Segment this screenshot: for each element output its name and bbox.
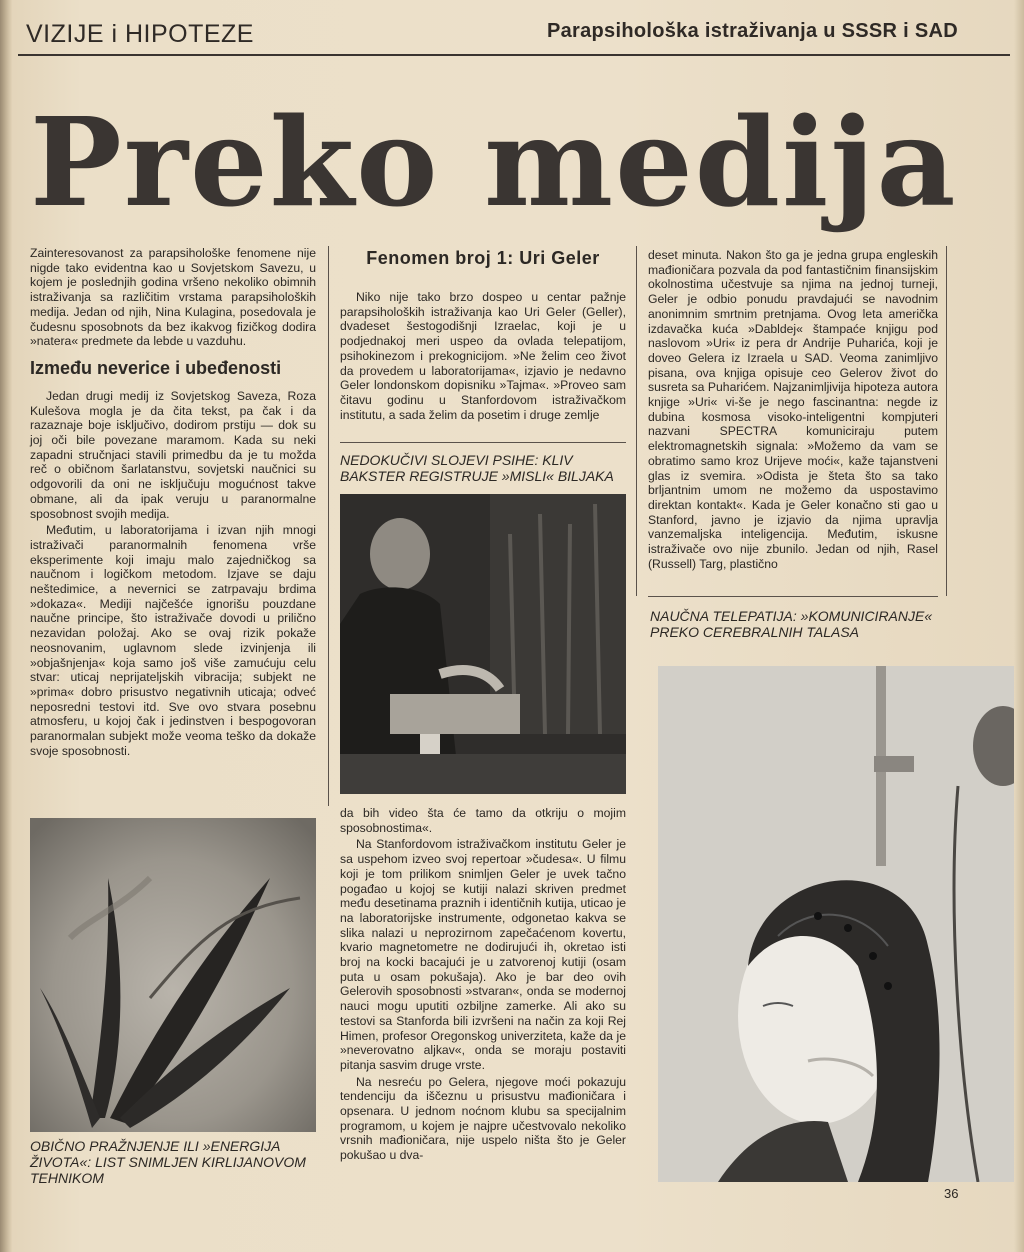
sidebar-rule xyxy=(340,442,626,443)
paragraph: Međutim, u laboratorijama i izvan njih mnogi istraživači paranormalnih fenomena vrše eksperimente koji imaju malo zajedničkog sa naučnom i logičkom metodom. Izjave se daju neštedimice, a nevernici se zatrpavaju brdima »dokaza«. Mediji najčešće ignorišu pouzdane naučne principe, što istraživače dovodi u prilično nezavidan položaj. Ako se ovaj rizik pokaže neosnovanim, uglavnom slede izvinjenja ili »objašnjenja« koja samo još više zamućuju celu stvar: uticaj neprijateljskih vibracija; subjekt ne »prima« dobro prisustvo negativnih uticaja; odveć neposredni testovi itd. Sve ovo stvara posebnu atmosferu, u kojoj čak i jedinstven i bespogovoran paranormalan subjekt može veoma teško da dokaže svoje sposobnosti. xyxy=(30,523,316,758)
page-edge xyxy=(1014,0,1024,1252)
intro-paragraph: Zainteresovanost za parapsihološke fenomene nije nigde tako evidentna kao u Sovjetskom Savezu, u kojem je poslednjih godina vršeno nekoliko obimnih istraživanja sa različitim vrstama parapsiholoških medija. Jedan od njih, Nina Kulagina, posedovala je čudesnu sposobnots da bez ikakvog fizičkog dodira »natera« predmete da lebde u vazduhu. xyxy=(30,246,316,349)
paragraph: Na Stanfordovom istraživačkom institutu Geler je sa uspehom izveo svoj repertoar »čudesa«. U filmu koji je tom prilikom snimljen Geler je uvek tačno pogađao u kojoj se kutiji nalazi skriven predmet među desetinama praznih i identičnih kutija, uticao je na laboratorijske instrumente, odgonetao kakva se slika nalazi u neprozirnom zapečaćenom kovertu, kvario magnetometre ne dodirujući ih, okretao isti broj na kocki bacajući je u zatvorenoj kutiji (osam puta u osam pokušaja). Ako je bar deo ovih Gelerovih sposobnosti »stvaran«, onda se modernoj nauci mogu uputiti ozbiljne zamerke. Ali ako su testovi sa Stanforda bili izvršeni na način za koji Rej Himen, profesor Oregonskog univerziteta, kaže da je »neverovatno aljkav«, onda se moraju postaviti pitanja sasvim druge vrste. xyxy=(340,837,626,1072)
section-label: VIZIJE i HIPOTEZE xyxy=(26,20,254,48)
column-1 xyxy=(30,246,316,761)
woman-image xyxy=(658,666,1014,1182)
topic-label: Parapsihološka istraživanja u SSSR i SAD xyxy=(546,20,958,42)
kirlian-leaf-photo xyxy=(30,818,316,1132)
header-rule xyxy=(18,54,1010,56)
leaf-caption: OBIČNO PRAŽNJENJE ILI »ENERGIJA ŽIVOTA«: LIST SNIMLJEN KIRLIJANOVOM TEHNIKOM xyxy=(30,1138,306,1186)
sidebar-title: Fenomen broj 1: Uri Geler xyxy=(366,248,600,268)
paragraph: da bih video šta će tamo da otkriju o mojim sposobnostima«. xyxy=(340,806,626,835)
column-divider xyxy=(636,246,637,596)
subheading: Između neverice i ubeđenosti xyxy=(30,357,282,378)
column-divider xyxy=(946,246,947,596)
column-3 xyxy=(648,248,938,573)
page-number: 36 xyxy=(944,1186,959,1201)
page-binding xyxy=(0,0,12,1252)
column3-rule xyxy=(648,596,938,597)
eeg-photo xyxy=(658,666,1014,1182)
sidebar-text xyxy=(340,290,626,424)
column-divider xyxy=(328,246,329,806)
article-title: Preko medija xyxy=(30,90,958,234)
man-caption: NEDOKUČIVI SLOJEVI PSIHE: KLIV BAKSTER REGISTRUJE »MISLI« BILJAKA xyxy=(340,452,614,484)
paragraph: deset minuta. Nakon što ga je jedna grupa engleskih mađioničara pozvala da pod fantastičnim finansijskim okolnostima učestvuje sa njima na jednoj turneji, Geler je odbio ponudu pravdajući se navodnim anonimnim smrtnim pretnjama. Ovog leta američka izdavačka kuća »Dabldej« štampaće knjigu pod naslovom »Uri« iz pera dr Andrije Puharića, koji je doveo Gelera iz Izraela u SAD. Veoma zanimljivo pisana, ova knjiga opisuje ceo Gelerov život do susreta sa Puharićem. Najzanimljivija hipoteza autora knjige »Uri« vi-še je nego fascinantna: negde iz dubina kosmosa visoko-inteligentni kompjuteri nazvani SPECTRA komuniciraju putem elektromagnetskih signala: »Možemo da vam se obratimo samo kroz Urijeve moći«, kaže tajanstveni glas iz svemira. »Odista je šteta što sa tako brljantnim umom ne možemo da uspostavimo direktan kontakt«. Kada je Geler konačno sti gao u Stanford, javno je izjavio da njima upravlja vanzemaljska inteligencija. Međutim, iskusne istraživače ovo nije zbunilo. Jedan od njih, Rasel (Russell) Targ, plastično xyxy=(648,248,938,571)
woman-caption: NAUČNA TELEPATIJA: »KOMUNICIRANJE« PREKO CEREBRALNIH TALASA xyxy=(650,608,933,640)
backster-photo xyxy=(340,494,626,794)
leaf-image xyxy=(30,818,316,1132)
column-2 xyxy=(340,806,626,1165)
paragraph: Na nesreću po Gelera, njegove moći pokazuju tendenciju da iščeznu u prisustvu mađioničara i opsenara. U jednom noćnom klubu sa specijalnim programom, u kojem je najpre učestvovalo nekoliko vrsnih mađioničara, nije uspelo ništa što je Geler pokušao u dva- xyxy=(340,1074,626,1163)
sidebar-paragraph: Niko nije tako brzo dospeo u centar pažnje parapsiholoških istraživanja kao Uri Geler (Geller), dvadeset šestogodišnji Izraelac, koji je u podjednakoj meri uspeo da ovlada telepatijom, psihokinezom i prekognicijom. »Ne želim ceo život da provedem u laboratorijama«, izjavio je nedavno Geler londonskom dopisniku »Tajma«. »Proveo sam čitavu godinu u Stanfordovom istraživačkom institutu, a sada želim da posetim i druge zemlje xyxy=(340,290,626,422)
man-image xyxy=(340,494,626,794)
paragraph: Jedan drugi medij iz Sovjetskog Saveza, Roza Kulešova mogla je da čita tekst, pa čak i da razaznaje boje isključivo, dodirom prstiju — dok su joj oči bile povezane maramom. Kada su neki zapadni stručnjaci stavili primedbu da je tu možda reč o običnom šarlatanstvu, sovjetski naučnici su odgovorili da oni ne isključuju mogućnost takve obmane, ali da ipak veruju u paranormalne sposobnost svojih medija. xyxy=(30,388,316,521)
